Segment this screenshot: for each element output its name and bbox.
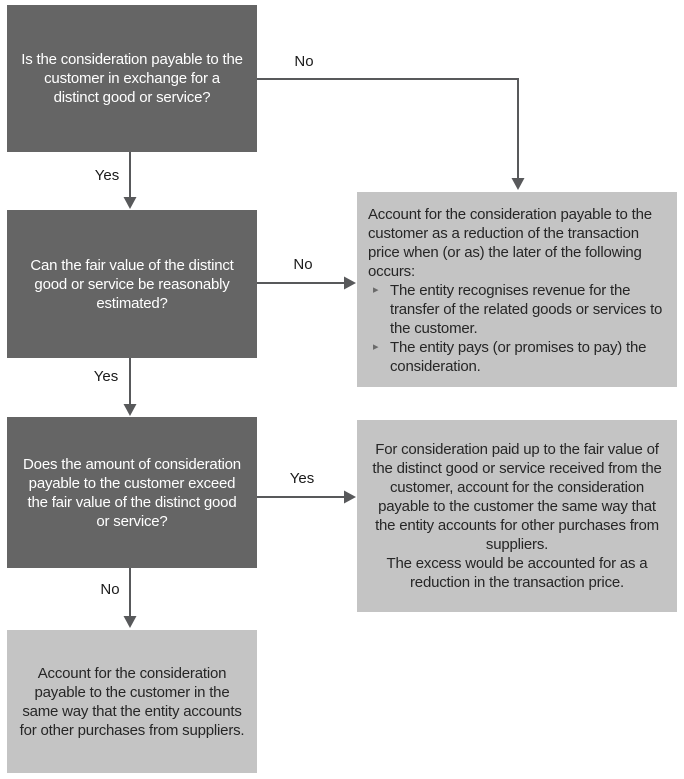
bullet-text: The entity pays (or promises to pay) the consideration. [390, 339, 647, 375]
connector-q3-yes [257, 491, 356, 504]
outcome-reduction-bullet-list [368, 281, 666, 376]
connector-q2-no [257, 277, 356, 290]
bullet-text: The entity recognises revenue for the transfer of the related goods or services to the customer. [390, 282, 663, 337]
outcome-purchase-text: Account for the consideration payable to the customer in the same way that the entity accounts for other purchases from suppliers. [19, 664, 245, 739]
decision-box-fair-value-estimable [7, 210, 257, 358]
outcome-fairvalue-text2: The excess would be accounted for as a reduction in the transaction price. [386, 555, 648, 591]
list-item [368, 338, 666, 376]
decision-q1-text: Is the consideration payable to the customer in exchange for a distinct good or service? [21, 51, 243, 106]
connector-q1-yes [124, 152, 137, 209]
edge-label-q1-yes: Yes [94, 167, 120, 184]
decision-box-consideration-distinct [7, 5, 257, 152]
connector-q2-yes [124, 358, 137, 416]
edge-label-q3-no: No [100, 581, 120, 598]
outcome-box-reduction-transaction-price [357, 192, 677, 387]
outcome-box-fair-value-split [357, 420, 677, 612]
bullet-triangle-icon: ▸ [373, 284, 379, 296]
bullet-triangle-icon: ▸ [373, 341, 379, 353]
edge-label-q2-no: No [293, 256, 313, 273]
edge-label-q2-yes: Yes [93, 368, 119, 385]
connector-q1-no [257, 79, 525, 190]
outcome-reduction-intro: Account for the consideration payable to the customer as a reduction of the transaction price when (or as) the later of the following occurs: [368, 206, 652, 280]
connector-q3-no [124, 568, 137, 628]
decision-box-exceeds-fair-value [7, 417, 257, 568]
list-item [368, 281, 666, 338]
outcome-fairvalue-text1: For consideration paid up to the fair value of the distinct good or service received from the customer, account for the consideration payable to the customer the same way that the entity accounts for other purchases from suppliers. [372, 441, 662, 553]
decision-q3-text: Does the amount of consideration payable to the customer exceed the fair value of the distinct good or service? [23, 455, 241, 530]
edge-label-q1-no: No [294, 53, 314, 70]
decision-q2-text: Can the fair value of the distinct good or service be reasonably estimated? [30, 256, 234, 312]
edge-label-q3-yes: Yes [289, 470, 315, 487]
outcome-box-other-purchases [7, 630, 257, 773]
